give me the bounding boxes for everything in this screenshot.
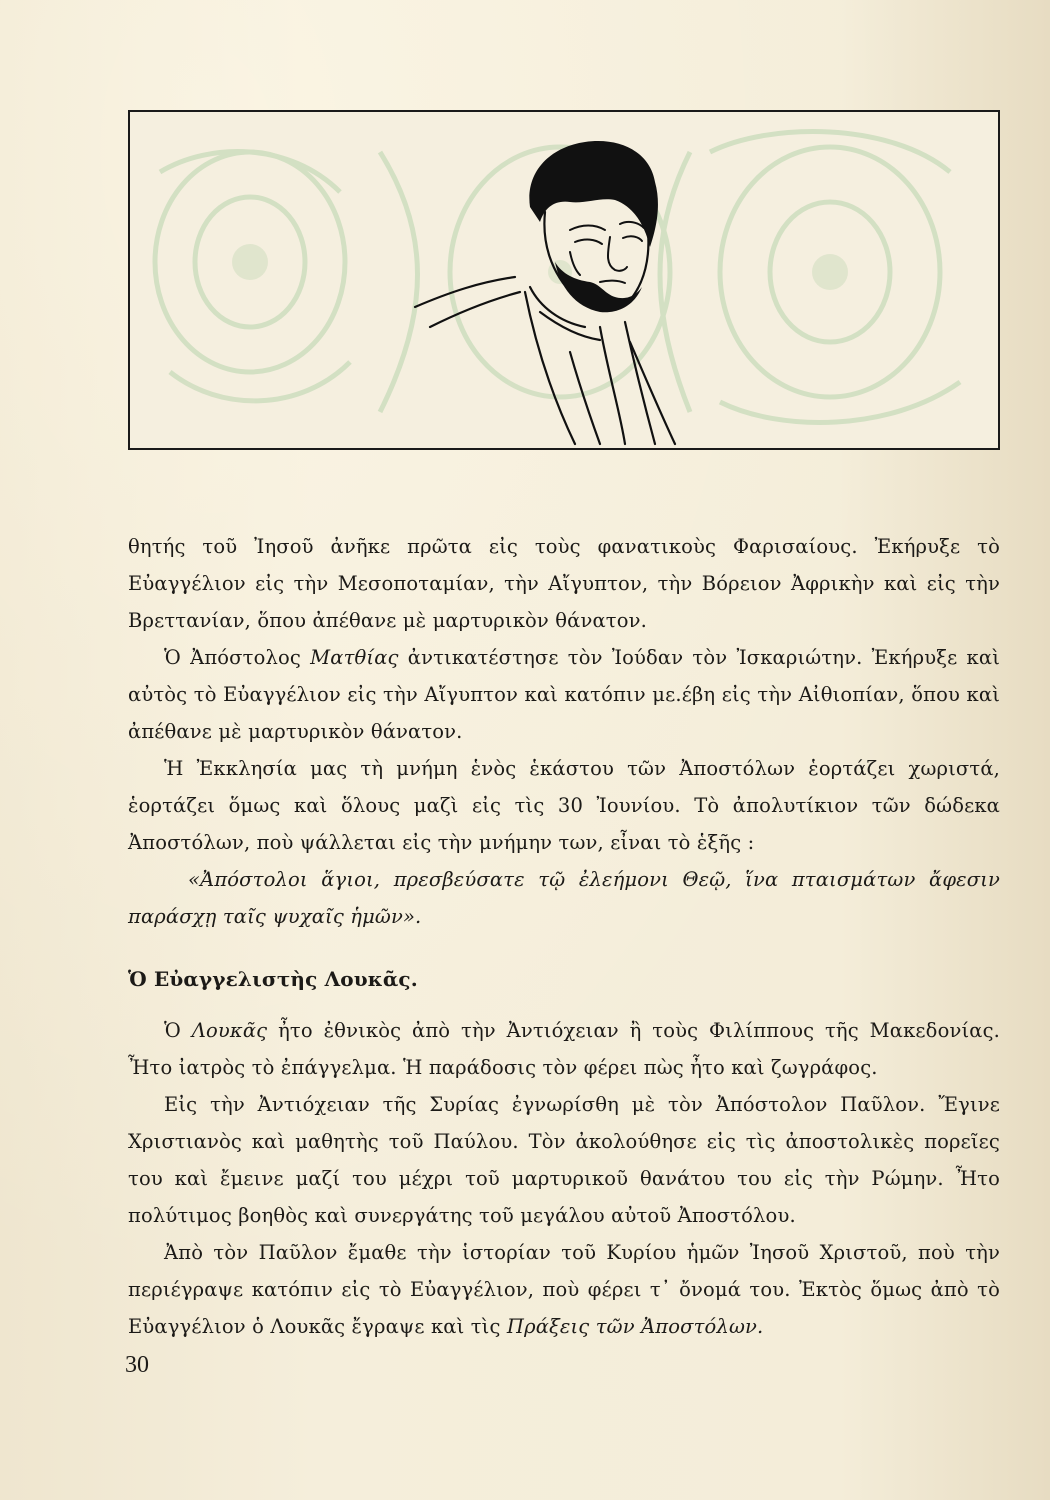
paragraph-1: θητής τοῦ Ἰησοῦ ἀνῆκε πρῶτα εἰς τοὺς φανατικοὺς Φαρισαίους. Ἐκήρυξε τὸ Εὐαγγέλιον εἰς τὴν Μεσοποταμίαν, τὴν Αἴγυπτον, τὴν Βόρειον Ἀφρικὴν καὶ εἰς τὴν Βρεττανίαν, ὅπου ἀπέθανε μὲ μαρτυρικὸν θάνατον. [128, 535, 1000, 632]
paragraph-feast: Ἡ Ἐκκλησία μας τὴ μνήμη ἑνὸς ἑκάστου τῶν Ἀποστόλων ἑορτάζει χωριστά, ἑορτάζει ὅμως καὶ ὅλους μαζὶ εἰς τὶς 30 Ἰουνίου. Τὸ ἀπολυτίκιον τῶν δώδεκα Ἀποστόλων, ποὺ ψάλλεται εἰς τὴν μνήμην των, εἶναι τὸ ἑξῆς : [128, 757, 1000, 854]
paragraph-luke-gospel [128, 1234, 1000, 1345]
paragraph-luke-rest: ἦτο ἐθνικὸς ἀπὸ τὴν Ἀντιόχειαν ἢ τοὺς Φιλίππους τῆς Μακεδονίας. Ἦτο ἰατρὸς τὸ ἐπάγγελμα. Ἡ παράδοσις τὸν φέρει πὼς ἦτο καὶ ζωγράφος. [128, 1019, 1000, 1079]
apostle-name-matthias: Ματθίας [310, 646, 399, 669]
apostle-illustration [128, 110, 1000, 450]
apolytikion-quote: «Ἀπόστολοι ἅγιοι, πρεσβεύσατε τῷ ἐλεήμονι Θεῷ, ἵνα πταισμάτων ἄφεσιν παράσχῃ ταῖς ψυχαῖς ἡμῶν». [128, 868, 1000, 928]
apostle-portrait-drawing [130, 112, 998, 448]
hair-shape [529, 141, 658, 247]
paragraph-matthias-start: Ὁ Ἀπόστολος [164, 646, 301, 669]
paragraph-matthias-rest: ἀντικατέστησε τὸν Ἰούδαν τὸν Ἰσκαριώτην. Ἐκήρυξε καὶ αὐτὸς τὸ Εὐαγγέλιον εἰς τὴν Αἴγυπτον καὶ κατόπιν με.έβη εἰς τὴν Αἰθιοπίαν, ὅπου καὶ ἀπέθανε μὲ μαρτυρικὸν θάνατον. [128, 646, 1000, 743]
body-text [128, 528, 1000, 1345]
paragraph-luke-origin [128, 1012, 1000, 1086]
page-number: 30 [125, 1352, 149, 1378]
paragraph-luke-gospel-text: Ἀπὸ τὸν Παῦλον ἔμαθε τὴν ἱστορίαν τοῦ Κυρίου ἡμῶν Ἰησοῦ Χριστοῦ, ποὺ τὴν περιέγραψε κατόπιν εἰς τὸ Εὐαγγέλιον, ποὺ φέρει τ᾽ ὄνομά του. Ἐκτὸς ὅμως ἀπὸ τὸ Εὐαγγέλιον ὁ Λουκᾶς ἔγραψε καὶ τὶς [128, 1241, 1000, 1338]
evangelist-name-luke: Λουκᾶς [191, 1019, 268, 1042]
paragraph-luke-paul: Εἰς τὴν Ἀντιόχειαν τῆς Συρίας ἐγνωρίσθη μὲ τὸν Ἀπόστολον Παῦλον. Ἔγινε Χριστιανὸς καὶ μαθητὴς τοῦ Παύλου. Τὸν ἀκολούθησε εἰς τὶς ἀποστολικὲς πορεῖες του καὶ ἔμεινε μαζί του μέχρι τοῦ μαρτυρικοῦ θανάτου του εἰς τὴν Ρώμην. Ἦτο πολύτιμος βοηθὸς καὶ συνεργάτης τοῦ μεγάλου αὐτοῦ Ἀποστόλου. [128, 1093, 1000, 1227]
book-title-acts: Πράξεις τῶν Ἀποστόλων. [506, 1315, 764, 1338]
section-heading-luke: Ὁ Εὐαγγελιστὴς Λουκᾶς. [128, 967, 418, 991]
paragraph-matthias [128, 639, 1000, 750]
paragraph-luke-start: Ὁ [164, 1019, 181, 1042]
